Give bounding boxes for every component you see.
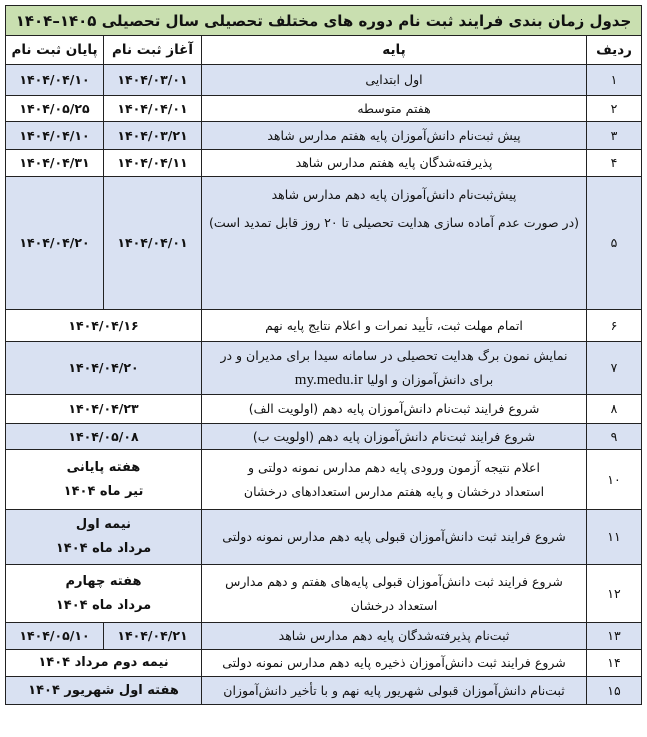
table-row (6, 424, 642, 450)
row-date-line: مرداد ماه ۱۴۰۴ (55, 597, 152, 613)
row-start-date: ۱۴۰۴/۰۴/۰۱ (104, 96, 202, 122)
row-number: ۹ (587, 424, 642, 450)
row-grade (202, 342, 587, 395)
row-grade: شروع فرایند ثبت دانش‌آموزان ذخیره پایه دهم مدارس نمونه دولتی (202, 650, 587, 677)
row-number: ۳ (587, 122, 642, 150)
table-row (6, 96, 642, 122)
schedule-table-container (5, 5, 641, 705)
header-grade: پایه (202, 36, 587, 65)
row-grade-text: برای دانش‌آموزان و اولیا (366, 372, 494, 387)
row-grade: اول ابتدایی (202, 65, 587, 96)
row-grade-line: نمایش نمون برگ هدایت تحصیلی در سامانه سیدا برای مدیران و در (220, 348, 568, 363)
row-grade (202, 450, 587, 510)
row-date: هفته اول شهریور ۱۴۰۴ (6, 677, 202, 705)
row-start-date: ۱۴۰۴/۰۳/۰۱ (104, 65, 202, 96)
row-grade-line: استعداد درخشان و پایه هفتم مدارس استعدادهای درخشان (243, 483, 545, 499)
table-row (6, 65, 642, 96)
row-date: نیمه دوم مرداد ۱۴۰۴ (6, 650, 202, 677)
row-grade-line: اعلام نتیجه آزمون ورودی پایه دهم مدارس نمونه دولتی و (248, 459, 540, 475)
row-grade: اتمام مهلت ثبت، تأیید نمرات و اعلام نتایج پایه نهم (202, 310, 587, 342)
table-row (6, 122, 642, 150)
row-grade: شروع فرایند ثبت‌نام دانش‌آموزان پایه دهم (اولویت ب) (202, 424, 587, 450)
row-end-date: ۱۴۰۴/۰۴/۳۱ (6, 150, 104, 177)
row-date: ۱۴۰۴/۰۴/۲۳ (6, 395, 202, 424)
row-end-date: ۱۴۰۴/۰۴/۱۰ (6, 65, 104, 96)
row-number: ۱۱ (587, 510, 642, 565)
row-grade: شروع فرایند ثبت دانش‌آموزان قبولی پایه دهم مدارس نمونه دولتی (202, 510, 587, 565)
row-grade: پیش ثبت‌نام دانش‌آموزان پایه هفتم مدارس شاهد (202, 122, 587, 150)
row-number: ۱۳ (587, 623, 642, 650)
table-row (6, 395, 642, 424)
row-start-date: ۱۴۰۴/۰۴/۱۱ (104, 150, 202, 177)
row-date: ۱۴۰۴/۰۵/۰۸ (6, 424, 202, 450)
row-end-date: ۱۴۰۴/۰۵/۱۰ (6, 623, 104, 650)
row-end-date: ۱۴۰۴/۰۴/۲۰ (6, 177, 104, 310)
row-number: ۷ (587, 342, 642, 395)
header-end: پایان ثبت نام (6, 36, 104, 65)
row-grade-line: پیش‌ثبت‌نام دانش‌آموزان پایه دهم مدارس شاهد (271, 187, 517, 202)
row-start-date: ۱۴۰۴/۰۴/۲۱ (104, 623, 202, 650)
row-grade-note: (در صورت عدم آماده سازی هدایت تحصیلی تا ۲۰ روز قابل تمدید است) (208, 215, 580, 230)
row-date (6, 565, 202, 623)
table-title: جدول زمان بندی فرایند ثبت نام دوره های مختلف تحصیلی سال تحصیلی ۱۴۰۵–۱۴۰۴ (6, 6, 642, 36)
table-row (6, 177, 642, 310)
registration-schedule-table (5, 5, 642, 705)
table-row (6, 310, 642, 342)
row-grade: پذیرفته‌شدگان پایه هفتم مدارس شاهد (202, 150, 587, 177)
table-row (6, 342, 642, 395)
row-end-date: ۱۴۰۴/۰۴/۱۰ (6, 122, 104, 150)
table-row (6, 565, 642, 623)
row-grade (202, 177, 587, 310)
header-start: آغاز ثبت نام (104, 36, 202, 65)
medu-link[interactable]: my.medu.ir (294, 372, 363, 388)
row-date-line: هفته پایانی (66, 459, 141, 475)
row-start-date: ۱۴۰۴/۰۴/۰۱ (104, 177, 202, 310)
row-start-date: ۱۴۰۴/۰۳/۲۱ (104, 122, 202, 150)
row-number: ۵ (587, 177, 642, 310)
row-number: ۱۵ (587, 677, 642, 705)
row-grade-line: استعداد درخشان (350, 597, 438, 613)
row-grade: هفتم متوسطه (202, 96, 587, 122)
row-number: ۸ (587, 395, 642, 424)
header-row-no: ردیف (587, 36, 642, 65)
table-row (6, 623, 642, 650)
table-row (6, 677, 642, 705)
row-date-line: مرداد ماه ۱۴۰۴ (55, 541, 152, 556)
table-row (6, 150, 642, 177)
row-number: ۱۰ (587, 450, 642, 510)
row-number: ۶ (587, 310, 642, 342)
table-row (6, 510, 642, 565)
row-date-line: تیر ماه ۱۴۰۴ (63, 483, 144, 499)
row-grade-line (206, 368, 582, 392)
row-number: ۱۲ (587, 565, 642, 623)
row-grade: ثبت‌نام پذیرفته‌شدگان پایه دهم مدارس شاهد (202, 623, 587, 650)
row-grade: شروع فرایند ثبت‌نام دانش‌آموزان پایه دهم (اولویت الف) (202, 395, 587, 424)
row-end-date: ۱۴۰۴/۰۵/۲۵ (6, 96, 104, 122)
row-date (6, 510, 202, 565)
row-number: ۱۴ (587, 650, 642, 677)
table-row (6, 650, 642, 677)
row-number: ۴ (587, 150, 642, 177)
row-number: ۱ (587, 65, 642, 96)
row-date: ۱۴۰۴/۰۴/۲۰ (6, 342, 202, 395)
row-date-line: هفته چهارم (65, 573, 142, 589)
row-date (6, 450, 202, 510)
row-number: ۲ (587, 96, 642, 122)
row-grade-line: شروع فرایند ثبت دانش‌آموزان قبولی پایه‌های هفتم و دهم مدارس (225, 573, 563, 589)
row-grade: ثبت‌نام دانش‌آموزان قبولی شهریور پایه نهم و با تأخیر دانش‌آموزان (202, 677, 587, 705)
row-date-line: نیمه اول (75, 517, 132, 532)
table-row (6, 450, 642, 510)
row-date: ۱۴۰۴/۰۴/۱۶ (6, 310, 202, 342)
row-grade (202, 565, 587, 623)
